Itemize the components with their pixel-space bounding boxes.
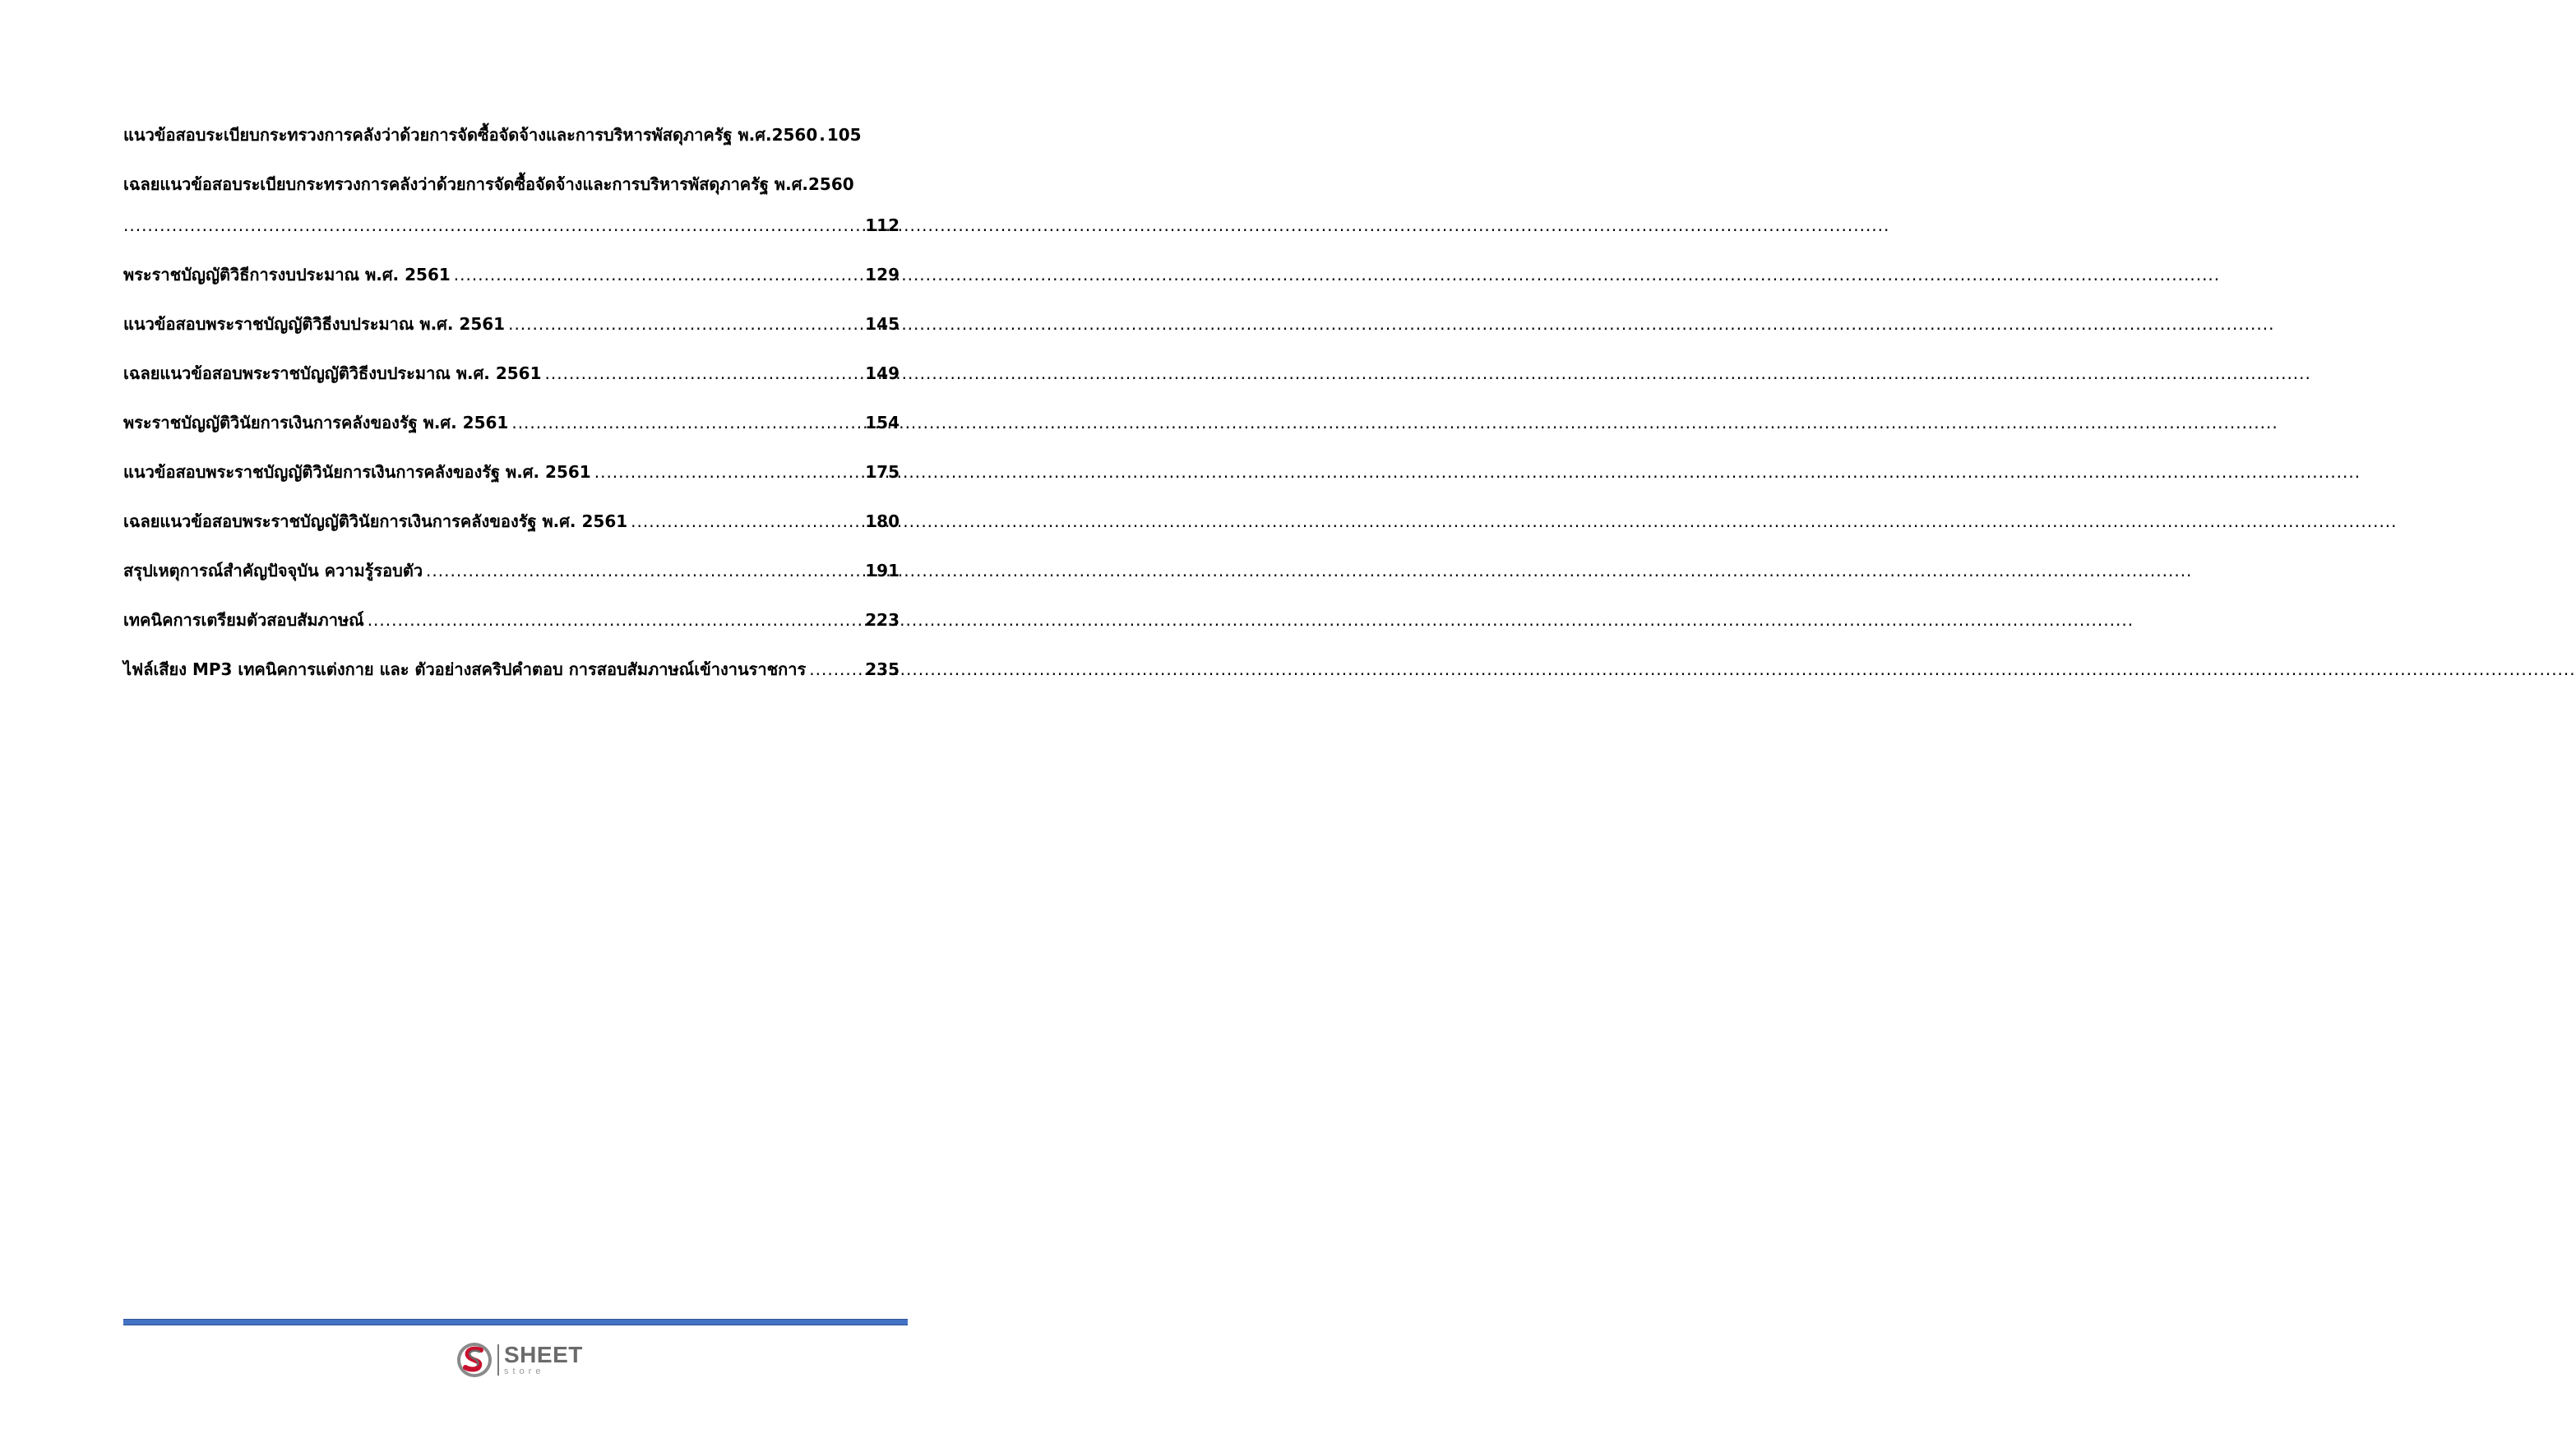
toc-entry-page: 149 xyxy=(865,363,900,383)
toc-entry[interactable] xyxy=(123,263,900,286)
toc-entry-page: 223 xyxy=(865,610,900,630)
toc-leader xyxy=(451,263,865,286)
logo-wordmark: SHEET xyxy=(504,1342,583,1367)
toc-leader xyxy=(123,214,865,237)
toc-entry-page: 145 xyxy=(865,314,900,334)
sheet-store-logo xyxy=(455,1339,586,1381)
toc-entry[interactable] xyxy=(123,362,900,385)
toc-leader xyxy=(508,411,865,434)
table-of-contents xyxy=(123,123,900,707)
toc-leader xyxy=(591,460,866,483)
toc-entry[interactable]: แนวข้อสอบระเบียบกระทรวงการคลังว่าด้วยการจัดซื้อจัดจ้างและการบริหารพัสดุภาครัฐ พ.ศ.2560 . 105 xyxy=(123,125,862,145)
toc-entry[interactable] xyxy=(123,510,900,533)
toc-entry-page: 154 xyxy=(865,413,900,432)
footer-rule xyxy=(123,1319,908,1325)
toc-entry-page: 175 xyxy=(865,462,900,482)
toc-entry-title: สรุปเหตุการณ์สำคัญปัจจุบัน ความรู้รอบตัว xyxy=(123,561,423,580)
toc-entry-page: 105 xyxy=(826,125,862,145)
toc-entry-title: เฉลยแนวข้อสอบพระราชบัญญัติวิธีงบประมาณ พ.ศ. 2561 xyxy=(123,363,542,383)
toc-leader xyxy=(806,658,865,681)
toc-entry-title: แนวข้อสอบพระราชบัญญัติวิธีงบประมาณ พ.ศ. 2561 xyxy=(123,314,506,334)
toc-entry[interactable] xyxy=(123,658,900,681)
toc-entry-title: แนวข้อสอบระเบียบกระทรวงการคลังว่าด้วยการจัดซื้อจัดจ้างและการบริหารพัสดุภาครัฐ พ.ศ.2560 xyxy=(123,125,818,145)
toc-leader xyxy=(364,608,866,631)
toc-entry-page: 129 xyxy=(865,265,900,284)
toc-entry-page: 112 xyxy=(865,215,900,235)
toc-leader xyxy=(505,312,865,335)
logo-divider xyxy=(497,1344,499,1376)
toc-entry[interactable] xyxy=(123,608,900,631)
toc-entry-title: พระราชบัญญัติวินัยการเงินการคลังของรัฐ พ.ศ. 2561 xyxy=(123,413,509,432)
toc-entry-title: เทคนิคการเตรียมตัวสอบสัมภาษณ์ xyxy=(123,610,364,630)
toc-entry-title: แนวข้อสอบพระราชบัญญัติวินัยการเงินการคลังของรัฐ พ.ศ. 2561 xyxy=(123,462,591,482)
toc-entry[interactable] xyxy=(123,312,900,335)
toc-leader xyxy=(423,559,865,582)
toc-entry-page: 180 xyxy=(865,511,900,531)
toc-entry[interactable] xyxy=(123,173,900,237)
toc-entry-title: เฉลยแนวข้อสอบพระราชบัญญัติวินัยการเงินการคลังของรัฐ พ.ศ. 2561 xyxy=(123,511,628,531)
toc-entry-page: 191 xyxy=(865,561,900,580)
logo-subtext: store xyxy=(504,1367,545,1376)
toc-entry[interactable] xyxy=(123,559,900,582)
toc-entry-page: 235 xyxy=(865,659,900,679)
toc-leader xyxy=(542,362,866,385)
toc-entry[interactable] xyxy=(123,411,900,434)
toc-entry-title: ไฟล์เสียง MP3 เทคนิคการแต่งกาย และ ตัวอย่างสคริปคำตอบ การสอบสัมภาษณ์เข้างานราชการ xyxy=(123,659,807,679)
sheet-store-logo-icon xyxy=(455,1340,494,1380)
toc-entry-title: เฉลยแนวข้อสอบระเบียบกระทรวงการคลังว่าด้วยการจัดซื้อจัดจ้างและการบริหารพัสดุภาครัฐ พ.ศ.2560 xyxy=(123,174,854,194)
toc-entry[interactable] xyxy=(123,460,900,483)
toc-leader xyxy=(627,510,865,533)
toc-entry-title: พระราชบัญญัติวิธีการงบประมาณ พ.ศ. 2561 xyxy=(123,265,451,284)
